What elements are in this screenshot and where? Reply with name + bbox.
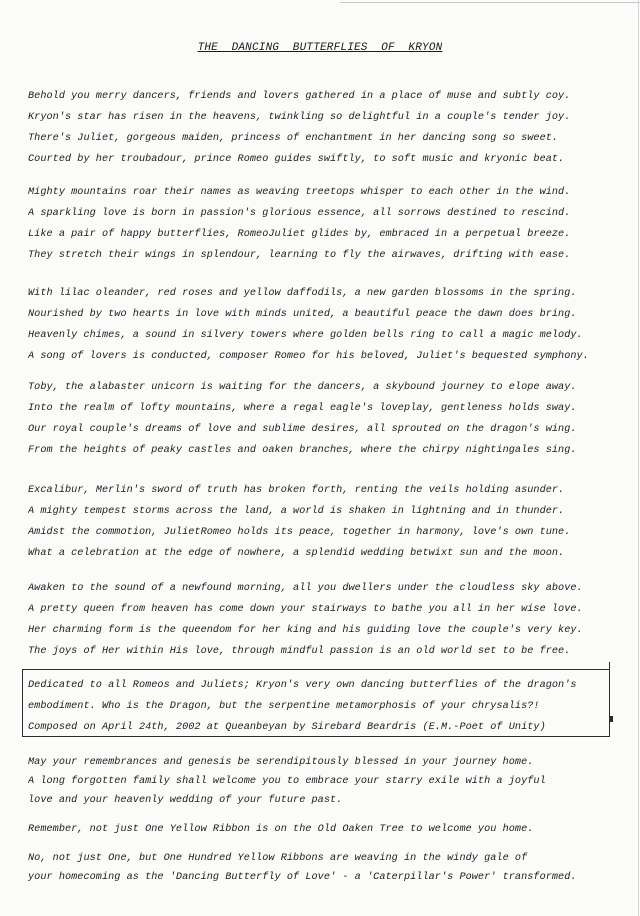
coda-line: No, not just One, but One Hundred Yellow Ribbons are weaving in the windy gale of [28, 853, 528, 864]
poem-line: Excalibur, Merlin's sword of truth has broken forth, renting the veils holding asunder. [28, 485, 565, 496]
poem-line: Toby, the alabaster unicorn is waiting for the dancers, a skybound journey to elope away. [28, 382, 577, 393]
stanza-5 [28, 480, 618, 564]
poem-line: Heavenly chimes, a sound in silvery towers where golden bells ring to call a magic melody. [28, 330, 583, 341]
dedication-line: Dedicated to all Romeos and Juliets; Kryon's very own dancing butterflies of the dragon's [28, 680, 577, 691]
poem-line: What a celebration at the edge of nowhere, a splendid wedding betwixt sun and the moon. [28, 548, 565, 559]
poem-line: They stretch their wings in splendour, learning to fly the airwaves, drifting with ease. [28, 250, 571, 261]
page-edge-top [340, 2, 640, 3]
stanza-1 [28, 86, 618, 170]
poem-line: A song of lovers is conducted, composer Romeo for his beloved, Juliet's bequested symphony. [28, 351, 589, 362]
box-edge-mark [610, 716, 613, 722]
poem-line: A sparkling love is born in passion's glorious essence, all sorrows destined to rescind. [28, 208, 571, 219]
stanza-4 [28, 377, 618, 461]
dedication-line: Composed on April 24th, 2002 at Queanbeyan by Sirebard Beardris (E.M.-Poet of Unity) [28, 722, 546, 733]
page-edge-right [638, 0, 639, 916]
poem-line: Kryon's star has risen in the heavens, twinkling so delightful in a couple's tender joy. [28, 112, 571, 123]
poem-line: With lilac oleander, red roses and yellow daffodils, a new garden blossoms in the spring. [28, 288, 577, 299]
stanza-2 [28, 182, 618, 266]
poem-line: Mighty mountains roar their names as weaving treetops whisper to each other in the wind. [28, 187, 571, 198]
stanza-3 [28, 283, 618, 367]
poem-line: Behold you merry dancers, friends and lovers gathered in a place of muse and subtly coy. [28, 91, 571, 102]
dedication-box [22, 669, 610, 737]
poem-line: Awaken to the sound of a newfound morning, all you dwellers under the cloudless sky above. [28, 583, 583, 594]
poem-line: Our royal couple's dreams of love and sublime desires, all sprouted on the dragon's wing. [28, 424, 577, 435]
dedication-line: embodiment. Who is the Dragon, but the serpentine metamorphosis of your chrysalis?! [28, 701, 540, 712]
poem-line: Her charming form is the queendom for her king and his guiding love the couple's very key. [28, 625, 583, 636]
poem-line: The joys of Her within His love, through mindful passion is an old world set to be free. [28, 646, 571, 657]
coda-line: A long forgotten family shall welcome you to embrace your starry exile with a joyful [28, 776, 546, 787]
dedication-text [28, 675, 606, 738]
poem-line: Courted by her troubadour, prince Romeo guides swiftly, to soft music and kryonic beat. [28, 154, 565, 165]
coda-line: May your remembrances and genesis be serendipitously blessed in your journey home. [28, 757, 534, 768]
poem-line: Into the realm of lofty mountains, where a regal eagle's loveplay, gentleness holds sway. [28, 403, 577, 414]
poem-title: THE DANCING BUTTERFLIES OF KRYON [197, 42, 443, 54]
poem-line: From the heights of peaky castles and oaken branches, where the chirpy nightingales sing. [28, 445, 577, 456]
coda-line: Remember, not just One Yellow Ribbon is on the Old Oaken Tree to welcome you home. [28, 824, 534, 835]
poem-line: Amidst the commotion, JulietRomeo holds its peace, together in harmony, love's own tune. [28, 527, 571, 538]
coda [28, 753, 618, 887]
poem-line: Like a pair of happy butterflies, RomeoJuliet glides by, embraced in a perpetual breeze. [28, 229, 571, 240]
coda-line: love and your heavenly wedding of your future past. [28, 795, 343, 806]
coda-line: your homecoming as the 'Dancing Butterfly of Love' - a 'Caterpillar's Power' transformed. [28, 872, 577, 883]
stanza-6 [28, 578, 618, 662]
poem-line: There's Juliet, gorgeous maiden, princess of enchantment in her dancing song so sweet. [28, 133, 559, 144]
poem-line: A mighty tempest storms across the land, a world is shaken in lightning and in thunder. [28, 506, 565, 517]
poem-line: A pretty queen from heaven has come down your stairways to bathe you all in her wise love. [28, 604, 583, 615]
poem-line: Nourished by two hearts in love with minds united, a beautiful peace the dawn does bring. [28, 309, 577, 320]
